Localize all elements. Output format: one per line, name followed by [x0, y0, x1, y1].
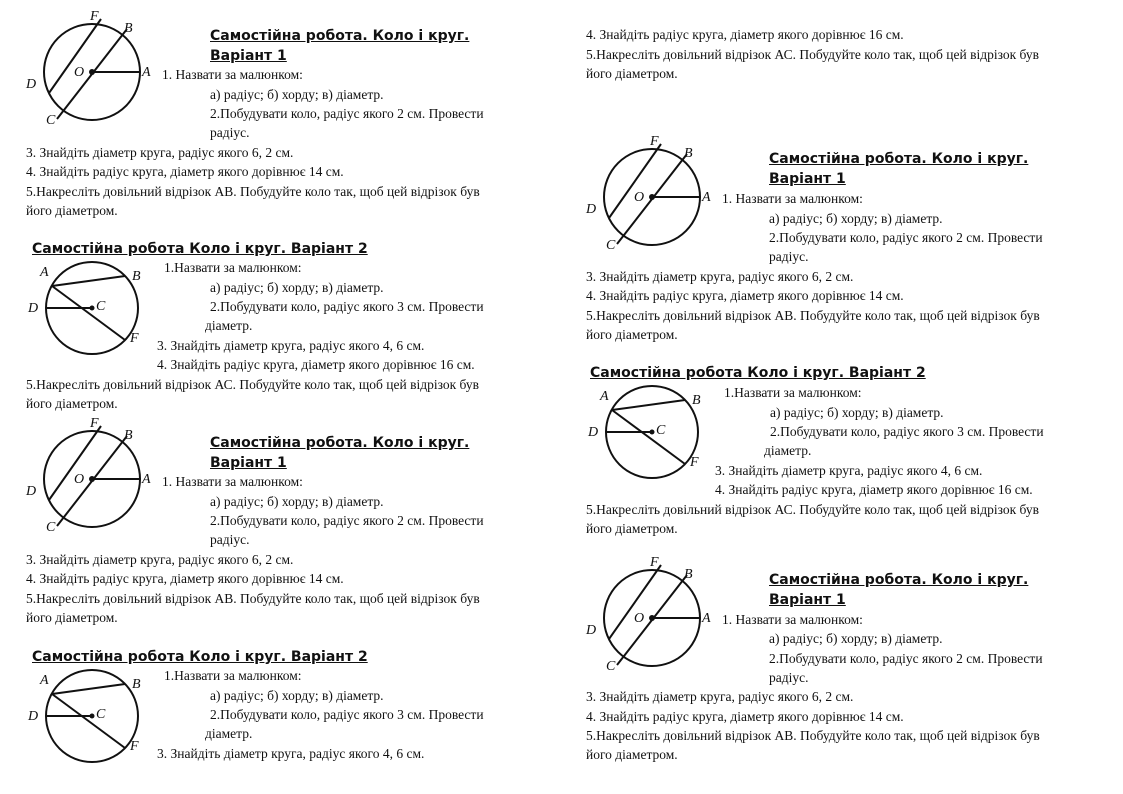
variant2-block — [582, 362, 1122, 542]
question-3: 3. Знайдіть діаметр круга, радіус якого 4, 6 см. — [157, 746, 425, 761]
question-2: 2.Побудувати коло, радіус якого 2 см. Провести — [769, 230, 1043, 245]
question-4: 4. Знайдіть радіус круга, діаметр якого дорівнює 16 см. — [157, 357, 475, 372]
label-b: B — [692, 393, 701, 408]
variant1-block — [22, 0, 562, 230]
label-a: A — [40, 673, 49, 688]
circle-figure-v2 — [582, 382, 722, 482]
variant2-title: Самостійна робота Коло і круг. Варіант 2 — [32, 649, 368, 665]
question-5-cont: його діаметром. — [586, 66, 678, 81]
label-c: C — [96, 707, 106, 722]
label-d: D — [26, 77, 37, 92]
question-2: 2.Побудувати коло, радіус якого 2 см. Провести — [210, 106, 484, 121]
circle-figure-v1 — [22, 6, 162, 130]
question-1-options: а) радіус; б) хорду; в) діаметр. — [210, 87, 384, 102]
question-2-cont: діаметр. — [205, 318, 253, 333]
question-2: 2.Побудувати коло, радіус якого 2 см. Провести — [210, 513, 484, 528]
question-5: 5.Накресліть довільний відрізок АВ. Побудуйте коло так, щоб цей відрізок був — [26, 591, 480, 606]
circle-figure-v1 — [22, 413, 162, 537]
label-d: D — [588, 425, 599, 440]
question-1: 1. Назвати за малюнком: — [722, 191, 863, 206]
variant1-title: Самостійна робота. Коло і круг. — [210, 28, 470, 44]
question-5-cont: його діаметром. — [586, 327, 678, 342]
question-2-cont: радіус. — [769, 670, 809, 685]
question-3: 3. Знайдіть діаметр круга, радіус якого 4, 6 см. — [715, 463, 983, 478]
question-1-options: а) радіус; б) хорду; в) діаметр. — [210, 494, 384, 509]
question-4: 4. Знайдіть радіус круга, діаметр якого дорівнює 16 см. — [715, 482, 1033, 497]
label-f: F — [650, 555, 659, 570]
label-c: C — [96, 299, 106, 314]
question-4: 4. Знайдіть радіус круга, діаметр якого дорівнює 14 см. — [26, 164, 344, 179]
question-5: 5.Накресліть довільний відрізок АВ. Побудуйте коло так, щоб цей відрізок був — [586, 308, 1040, 323]
left-column — [22, 0, 562, 794]
question-1: 1. Назвати за малюнком: — [162, 474, 303, 489]
variant1-block — [582, 125, 1122, 355]
label-c: C — [606, 659, 616, 674]
label-d: D — [26, 484, 37, 499]
label-d: D — [28, 301, 39, 316]
question-2-cont: діаметр. — [205, 726, 253, 741]
question-2: 2.Побудувати коло, радіус якого 3 см. Провести — [210, 707, 484, 722]
label-b: B — [124, 21, 133, 36]
question-3: 3. Знайдіть діаметр круга, радіус якого 4, 6 см. — [157, 338, 425, 353]
label-d: D — [586, 202, 597, 217]
question-1-options: а) радіус; б) хорду; в) діаметр. — [210, 688, 384, 703]
circle-figure-v2 — [22, 666, 162, 766]
label-f: F — [90, 416, 99, 431]
question-1: 1.Назвати за малюнком: — [164, 668, 302, 683]
question-1: 1.Назвати за малюнком: — [164, 260, 302, 275]
question-1: 1. Назвати за малюнком: — [162, 67, 303, 82]
label-f: F — [650, 134, 659, 149]
question-2-cont: радіус. — [210, 125, 250, 140]
label-d: D — [586, 623, 597, 638]
question-2: 2.Побудувати коло, радіус якого 3 см. Провести — [210, 299, 484, 314]
question-4: 4. Знайдіть радіус круга, діаметр якого дорівнює 14 см. — [586, 288, 904, 303]
question-5: 5.Накресліть довільний відрізок АВ. Побудуйте коло так, щоб цей відрізок був — [586, 728, 1040, 743]
question-2: 2.Побудувати коло, радіус якого 2 см. Провести — [769, 651, 1043, 666]
question-3: 3. Знайдіть діаметр круга, радіус якого 6, 2 см. — [26, 145, 294, 160]
label-o: O — [634, 190, 645, 205]
label-c: C — [46, 520, 56, 535]
label-d: D — [28, 709, 39, 724]
question-2-cont: діаметр. — [764, 443, 812, 458]
question-3: 3. Знайдіть діаметр круга, радіус якого 6, 2 см. — [26, 552, 294, 567]
label-b: B — [124, 428, 133, 443]
question-5: 5.Накресліть довільний відрізок АС. Побудуйте коло так, щоб цей відрізок був — [26, 377, 480, 392]
question-1-options: а) радіус; б) хорду; в) діаметр. — [769, 631, 943, 646]
question-1-options: а) радіус; б) хорду; в) діаметр. — [210, 280, 384, 295]
question-1: 1. Назвати за малюнком: — [722, 612, 863, 627]
variant2-block — [22, 646, 562, 786]
question-2-cont: радіус. — [210, 532, 250, 547]
variant1-subtitle: Варіант 1 — [769, 171, 846, 187]
question-3: 3. Знайдіть діаметр круга, радіус якого 6, 2 см. — [586, 269, 854, 284]
label-a: A — [702, 190, 711, 205]
label-a: A — [702, 611, 711, 626]
question-5: 5.Накресліть довільний відрізок АС. Побудуйте коло так, щоб цей відрізок був — [586, 502, 1040, 517]
label-o: O — [74, 472, 85, 487]
variant1-block — [582, 546, 1122, 776]
question-5: 5.Накресліть довільний відрізок АС. Побудуйте коло так, щоб цей відрізок був — [586, 47, 1040, 62]
label-b: B — [132, 269, 141, 284]
variant2-block — [22, 238, 562, 418]
right-column — [582, 0, 1122, 794]
question-4: 4. Знайдіть радіус круга, діаметр якого дорівнює 16 см. — [586, 27, 904, 42]
circle-figure-v1 — [582, 131, 722, 255]
variant1-subtitle: Варіант 1 — [210, 48, 287, 64]
label-f: F — [90, 9, 99, 24]
question-4: 4. Знайдіть радіус круга, діаметр якого дорівнює 14 см. — [26, 571, 344, 586]
variant2-title: Самостійна робота Коло і круг. Варіант 2 — [590, 365, 926, 381]
question-5-cont: його діаметром. — [26, 203, 118, 218]
question-5-cont: його діаметром. — [586, 521, 678, 536]
variant1-block — [22, 407, 562, 637]
label-o: O — [74, 65, 85, 80]
circle-figure-v2 — [22, 258, 162, 358]
label-c: C — [46, 113, 56, 128]
label-a: A — [142, 472, 151, 487]
question-2: 2.Побудувати коло, радіус якого 3 см. Провести — [770, 424, 1044, 439]
variant1-title: Самостійна робота. Коло і круг. — [769, 151, 1029, 167]
label-a: A — [600, 389, 609, 404]
variant2-continuation — [582, 0, 1122, 90]
label-a: A — [40, 265, 49, 280]
label-f: F — [130, 739, 139, 754]
question-5-cont: його діаметром. — [586, 747, 678, 762]
label-f: F — [690, 455, 699, 470]
circle-figure-v1 — [582, 552, 722, 676]
question-2-cont: радіус. — [769, 249, 809, 264]
label-c: C — [606, 238, 616, 253]
question-4: 4. Знайдіть радіус круга, діаметр якого дорівнює 14 см. — [586, 709, 904, 724]
question-1: 1.Назвати за малюнком: — [724, 385, 862, 400]
question-3: 3. Знайдіть діаметр круга, радіус якого 6, 2 см. — [586, 689, 854, 704]
label-f: F — [130, 331, 139, 346]
label-b: B — [132, 677, 141, 692]
question-1-options: а) радіус; б) хорду; в) діаметр. — [769, 211, 943, 226]
variant1-subtitle: Варіант 1 — [769, 592, 846, 608]
label-b: B — [684, 146, 693, 161]
label-a: A — [142, 65, 151, 80]
question-1-options: а) радіус; б) хорду; в) діаметр. — [770, 405, 944, 420]
question-5-cont: його діаметром. — [26, 396, 118, 411]
label-b: B — [684, 567, 693, 582]
variant1-subtitle: Варіант 1 — [210, 455, 287, 471]
variant1-title: Самостійна робота. Коло і круг. — [210, 435, 470, 451]
label-o: O — [634, 611, 645, 626]
question-5-cont: його діаметром. — [26, 610, 118, 625]
label-c: C — [656, 423, 666, 438]
variant1-title: Самостійна робота. Коло і круг. — [769, 572, 1029, 588]
variant2-title: Самостійна робота Коло і круг. Варіант 2 — [32, 241, 368, 257]
question-5: 5.Накресліть довільний відрізок АВ. Побудуйте коло так, щоб цей відрізок був — [26, 184, 480, 199]
